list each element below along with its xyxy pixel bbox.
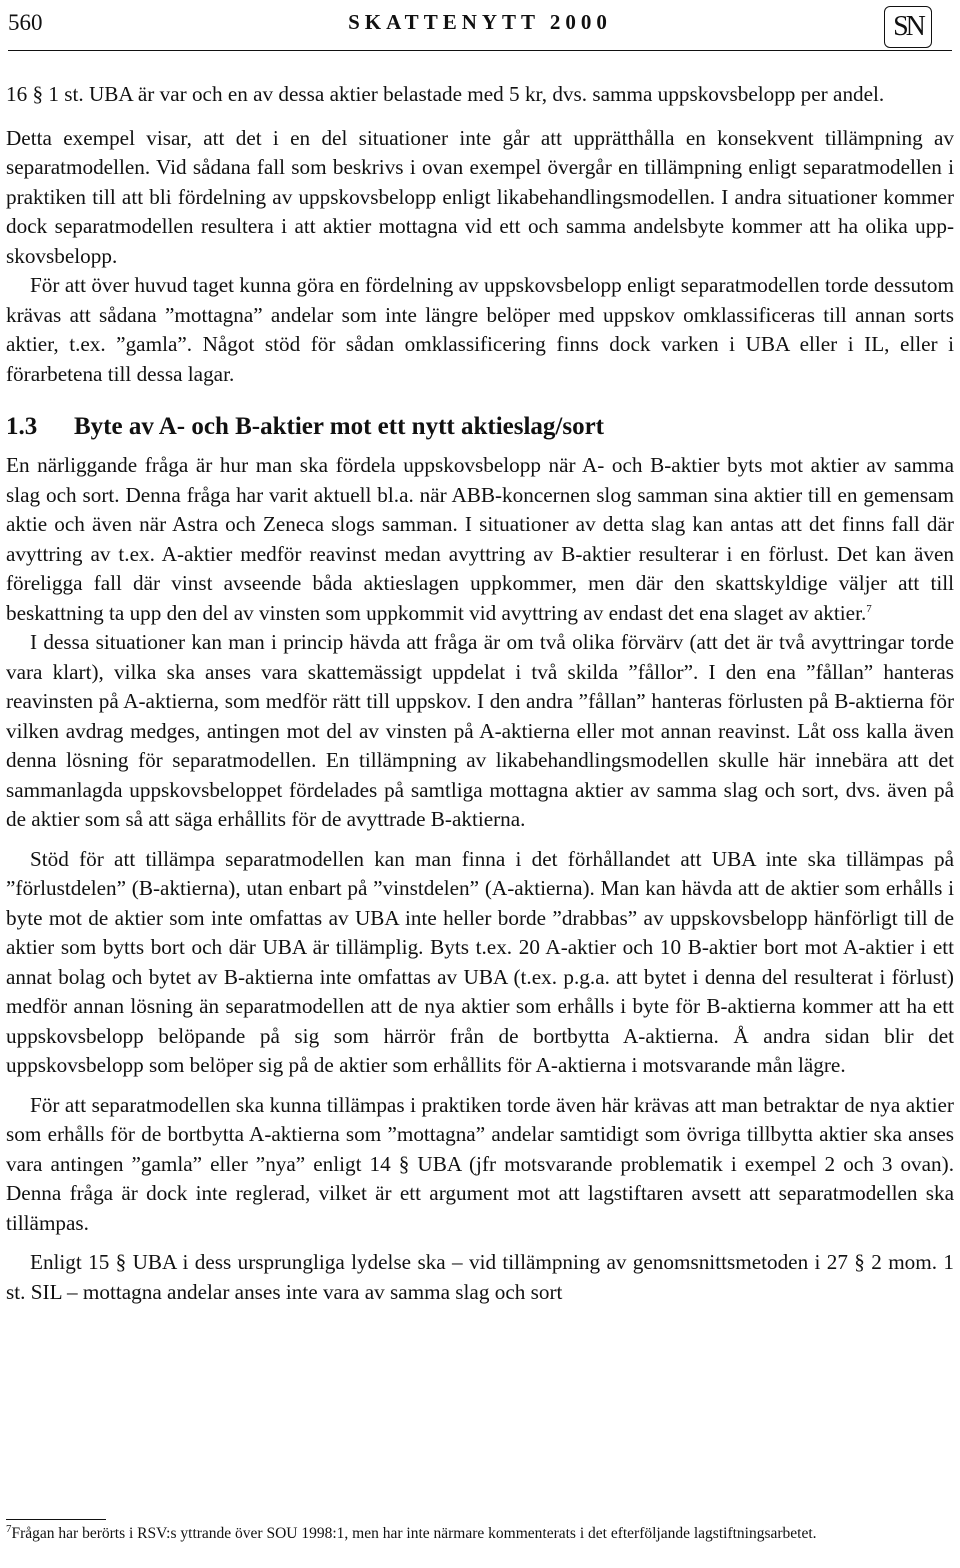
paragraph: För att över huvud taget kunna göra en fördelning av uppskovsbelopp enligt separatmodellen torde dessutom krävas att sådana ”mottagna” andelar som inte längre belöper med uppskov omklassificeras till annan sorts aktier, t.ex. ”gamla”. Något stöd för sådan omklassificering finns dock varken i UBA eller i IL, eller i förarbetena till dessa lagar. [6, 273, 954, 386]
footnote-rule [6, 1519, 106, 1520]
paragraph [6, 451, 954, 628]
body-text [6, 80, 954, 1317]
paragraph: Detta exempel visar, att det i en del situationer inte går att upprätthålla en konsekvent tillämpning av separatmodellen. Vid sådana fall som beskrivs i ovan exempel övergår en tillämpning enligt separatmodellen i praktiken till att bli fördelning av uppskovsbelopp enligt likabehandlingsmodellen. I andra situationer kommer dock separatmodellen resultera i att aktier mottagna vid ett och samma andelsbyte kommer att ha olika uppskovsbelopp. [6, 125, 954, 268]
journal-title: SKATTENYTT 2000 [348, 10, 612, 34]
section-title: Byte av A- och B-aktier mot ett nytt aktieslag/sort [74, 413, 605, 440]
paragraph: För att separatmodellen ska kunna tillämpas i praktiken torde även här krävas att man betraktar de nya aktier som erhålls för de bortbytta A-aktierna som ”mottagna” andelar samtidigt som övriga tillbytta aktier ska anses vara antingen ”gamla” eller ”nya” enligt 14 § UBA (jfr motsvarande problematik i exempel 2 och 3 ovan). Denna fråga är dock inte reglerad, vilket är ett argument mot att lagstiftaren avsett att separatmodellen ska tillämpas. [6, 1092, 954, 1235]
paragraph: 16 § 1 st. UBA är var och en av dessa aktier belastade med 5 kr, dvs. samma uppskovsbelopp per andel. [6, 82, 885, 106]
header-rule [8, 50, 952, 51]
paragraph: I dessa situationer kan man i princip hävda att fråga är om två olika förvärv (att det är två avyttringar torde vara klart), vilka ska anses vara skattemässigt uppdelat i två skilda ”fållor”. I den ena ”fållan” hanteras reavinsten på A-aktierna, som medför rätt till uppskov. I den andra ”fållan” hanteras förlusten på B-aktierna för vilken avdrag medges, antingen mot del av vinsten på A-aktierna eller mot annan reavinst. Låt oss kalla även denna lösning för separatmodellen. En tillämpning av likabehandlingsmodellen skulle här innebära att det sammanlagda uppskovsbeloppet fördelades på samtliga mottagna aktier av samma slag och sort, dvs. även på de aktier som så att säga erhållits för de avyttrade B-aktierna. [6, 630, 954, 831]
page-header [8, 4, 952, 48]
paragraph-text: En närliggande fråga är hur man ska fördela uppskovsbelopp när A- och B-aktier byts mot aktier av samma slag och sort. Denna fråga har varit aktuell bl.a. när ABB-koncernen slog samman sina aktier till en gemensam aktie och även när Astra och Zeneca slogs samman. I situationer av detta slag kan antas att det finns fall där avyttring av t.ex. A-aktier medför reavinst medan avyttring av B-aktier resulterar i en förlust. Det kan även föreligga fall där vinst avseende båda aktieslagen uppkommer, men där den skattskyldige väljer att till beskattning ta upp den del av vinsten som uppkommit vid avyttring av endast det ena slaget av aktier. [6, 453, 954, 625]
footnote-reference: 7 [866, 602, 872, 615]
footnote-text: Frågan har berörts i RSV:s yttrande över SOU 1998:1, men har inte närmare kommenterats i det efterföljande lagstiftningsarbetet. [11, 1525, 817, 1542]
section-number: 1.3 [6, 413, 38, 440]
sn-logo: SN [884, 6, 932, 48]
footnote-number: 7 [6, 1522, 12, 1535]
section-heading [6, 411, 954, 443]
paragraph: Stöd för att tillämpa separatmodellen kan man finna i det förhållandet att UBA inte ska tillämpas på ”förlustdelen” (B-aktierna), utan enbart på ”vinstdelen” (A-aktierna). Man kan hävda att de aktier som erhålls i byte mot de aktier som inte omfattas av UBA inte heller borde ”drabbas” av uppskovsbelopp hänförligt till de aktier som bytts bort och där UBA är tillämplig. Byts t.ex. 20 A-aktier och 10 B-aktier bort mot A-aktier i ett annat bolag och bytet av B-aktierna inte omfattas av UBA (t.ex. p.g.a. att bytet i denna del resulterat i förlust) medför annan lösning än separatmodellen att de nya aktier som erhålls i byte för B-aktierna kommer att ha ett uppskovsbelopp belöpande på sig som härrör från de bortbytta A-aktierna. Å andra sidan blir det uppskovsbelopp som belöper sig på de aktier som erhållits för A-aktierna i motsvarande mån lägre. [6, 846, 954, 1077]
footnote [6, 1524, 954, 1544]
paragraph: Enligt 15 § UBA i dess ursprungliga lydelse ska – vid tillämpning av genomsnittsmetoden i 27 § 2 mom. 1 st. SIL – mottagna andelar anses inte vara av samma slag och sort [6, 1250, 954, 1304]
page-number: 560 [8, 10, 43, 35]
